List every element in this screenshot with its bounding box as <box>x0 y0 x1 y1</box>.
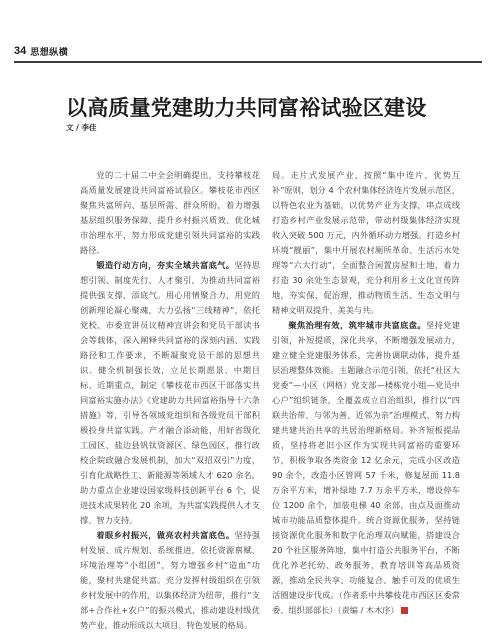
paragraph-lead: 锻造行动方向，夯实全域共富底气。 <box>96 260 235 270</box>
paragraph-text: 党的二十届二中全会明确提出，支持攀枝花高质量发展建设共同富裕试验区。攀枝花市西区聚焦共富所向、基层所需、群众所盼，着力增强基层组织服务保障、提升乡村振兴质效、优化城市治理水平，努力形成党建引领共同富裕的实践路径。 <box>80 170 260 255</box>
paragraph-text: 局。走片式发展产业，按照“集中连片、优势互补”原则，划分 4 个农村集体经济连片发展示范区，以特色农业为基础，以优势产业为支撑，串点成线打造乡村产业发展示范带，带动村级集体经济实现收入突破 500 万元，内外循环动力增强。打造乡村环境“靓丽”，集中开展农村厕所革命、生活污水处理等“六大行动”，全面整合闲置房屋和土地，着力打造 30 余处生态景观，充分利用乡土文化宣传阵地，夯实保、促治理，推动物质生活、生态文明与精神文明双提升、美美与共。 <box>272 170 460 315</box>
paragraph <box>272 318 460 618</box>
paragraph-lead: 聚焦治理有效，筑牢城市共富底盘。 <box>288 320 426 330</box>
paragraph-lead: 着眼乡村振兴，做亮农村共富底色。 <box>96 530 235 540</box>
paragraph <box>80 168 260 258</box>
paragraph-text: 坚持强村发展、成片规划、系统推进，依托资源禀赋、环境治理等“小组团”，努力增强乡村“造血”功能，聚村共建促共富。充分发挥村级组织在引领乡村发展中的作用，以集体经济为纽带，推行“支部+合作社+农户”的振兴模式，推动建设村级优势产业，推动形成以大项目、特色发展的格局。 <box>80 530 260 630</box>
paragraph <box>80 528 260 630</box>
article-byline: 文 / 李佳 <box>66 123 97 132</box>
page-header <box>14 44 68 58</box>
header-divider <box>14 61 482 63</box>
paragraph <box>80 258 260 528</box>
paragraph-text: 坚持思想引领、制度先行、人才聚引，为推动共同富裕提供强支撑、添底气。用心用情聚合力，用党的创新理论凝心聚魂，大力弘扬“三线精神”，依托党校、市委宣讲员议精神宣讲会和党员干部读书会等载体，深入阐释共同富裕的深刻内涵、实践路径和工作要求，不断凝聚党员干部的思想共识。健全机制强长效，立足长期愿景、中期目标、近期重点，制定《攀枝花市西区干部落实共同富裕实施办法》《党建助力共同富裕指导十六条措施》等，引导各领域党组织和各级党员干部积极投身共富实践。产才融合添动能，用好省级化工园区、盐边县钒钛资源区、绿色园区，推行政校企院政融合发展机制，加大“双招双引”力度，引育化战略性工、新能源等领域人才 620 余名，助力重点企业建设国家级科技创新平台 6 个，促进技术成果转化 20 余项，为共富实践提供人才支撑、智力支持。 <box>80 260 260 525</box>
end-of-article-mark-icon <box>401 607 408 614</box>
section-label: 思想纵横 <box>30 47 69 58</box>
page-number: 34 <box>14 45 27 57</box>
body-column-right <box>272 168 460 630</box>
paragraph-text: 坚持党建引领，补短提质，深化共享，不断增强发展动力，建立健全党建服务体系，完善协调联动体，提升基层治理整体效能。主题融合示范引领，依托“社区大党委”—小区（网格）党支部—楼栋党小组—党员中心户”组织链条，全覆盖成立自治组织，推行以“四联共治带、与邻为善、近邻为亲”治理模式，努力构建共建共治共享的共居治理新格局。补齐短板提品质，坚持将老旧小区作为实现共同富裕的重要环节，积极争取各类资金 12 亿余元，完成小区改造 90 余个，改造小区管网 57 千米，修复屋面 11.8 万余平方米，增补绿地 7.7 万余平方米，增设停车位 1200 余个，加装电梯 40 余部，由点及面推动城市功能品质整体提升。统合资源优服务，坚持链接资源优化服务和数字化治理双向赋能，搭建设合 20 个社区服务阵地，集中打造公共服务平台，不断优化养老托幼、政务服务、教育培训等高品质资源，推动全民共享、功能复合、触手可及的优质生活圈建设步伐成。（作者系中共攀枝花市西区区委常委、组织部部长）（责编 / 木木序） <box>272 320 460 615</box>
article-title: 以高质量党建助力共同富裕试验区建设 <box>66 96 427 120</box>
paragraph <box>272 168 460 318</box>
body-column-left <box>80 168 260 630</box>
